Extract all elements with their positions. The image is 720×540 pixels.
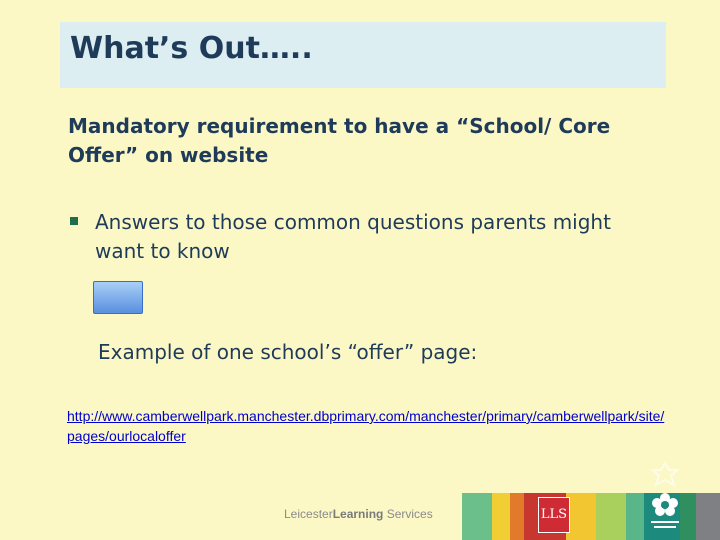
council-watermark-icon [648, 460, 682, 490]
lls-logo [538, 497, 570, 533]
band-stripe [510, 493, 524, 540]
band-stripe [492, 493, 510, 540]
square-bullet-icon [70, 217, 78, 225]
slide-subtitle: Mandatory requirement to have a “School/ Core Offer” on website [68, 114, 611, 167]
band-stripe [696, 493, 720, 540]
leicester-city-council-logo [645, 489, 685, 537]
bullet-text: Answers to those common questions parents might want to know [95, 210, 611, 263]
slide-title: What’s Out….. [70, 31, 313, 66]
footer-org-part3: Services [386, 507, 433, 521]
band-stripe [566, 493, 596, 540]
footer-org-part1: Leicester [284, 507, 333, 521]
footer-org-name [284, 507, 433, 521]
band-stripe [626, 493, 644, 540]
school-offer-link[interactable]: http://www.camberwellpark.manchester.dbprimary.com/manchester/primary/camberwellpark/site/pages/ourlocaloffer [67, 408, 665, 444]
example-label: Example of one school’s “offer” page: [98, 340, 478, 364]
footer-org-part2: Learning [332, 507, 384, 521]
band-stripe [462, 493, 492, 540]
title-bar [60, 22, 666, 88]
action-button[interactable] [93, 281, 143, 314]
lls-logo-text: LLS [540, 507, 568, 522]
band-stripe [596, 493, 626, 540]
